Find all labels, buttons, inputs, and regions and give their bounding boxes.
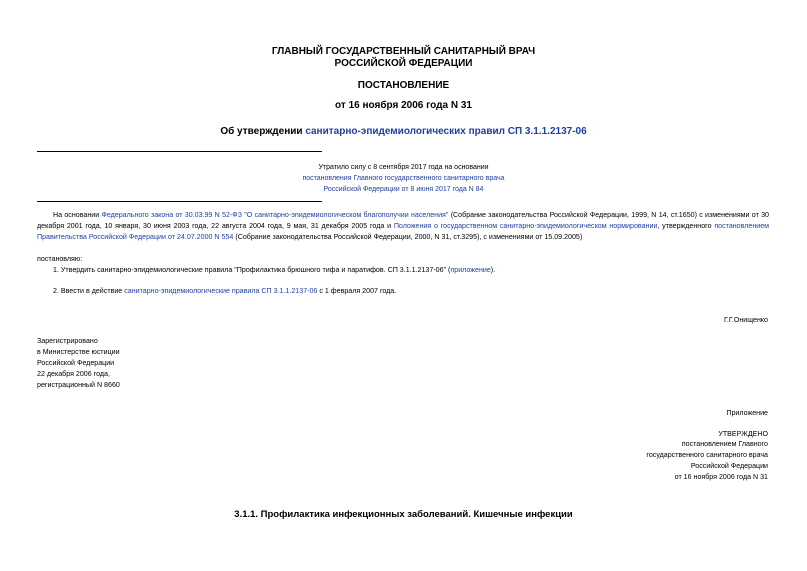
repeal-decree-link-line-2[interactable]: Российской Федерации от 8 июня 2017 года N 84 [323,186,484,193]
federal-law-link[interactable]: Федерального закона от 30.03.99 N 52-ФЗ "О санитарно-эпидемиологическом благополучии населения" [101,211,449,219]
item2-end: с 1 февраля 2007 года. [317,287,397,295]
rules-link[interactable]: санитарно-эпидемиологические правила СП 3.1.1.2137-06 [124,287,318,295]
decree-word: постановляю: [37,255,83,263]
government-decree-link[interactable]: постановлением Правительства Российской Федерации от 24.07.2000 N 554 [37,222,770,241]
issuer-line-2: РОССИЙСКОЙ ФЕДЕРАЦИИ [334,58,473,69]
repeal-decree-link-line-1[interactable]: постановления Главного государственного санитарного врача [302,175,505,182]
issuer-line-1: ГЛАВНЫЙ ГОСУДАРСТВЕННЫЙ САНИТАРНЫЙ ВРАЧ [271,46,536,57]
appendix-label: Приложение [726,409,768,417]
document-type: ПОСТАНОВЛЕНИЕ [357,80,450,91]
status-note [240,162,567,195]
item2-text: 2. Ввести в действие [53,287,125,295]
section-title: 3.1.1. Профилактика инфекционных заболеваний. Кишечные инфекции [234,509,573,520]
preamble-text-2: (Собрание законодательства Российской Федерации, 1999, N 14, ст.1650) с изменениями от 30 декабря 2001 года, 10 января, 30 июня 2003 года, 22 августа 2004 года, 9 мая, 31 декабря 2005 года и [37,211,770,230]
document-title [0,126,807,137]
regulation-link[interactable]: Положения о государственном санитарно-эпидемиологическом нормировании [393,222,658,230]
registration-block [37,336,120,391]
registration-line: регистрационный N 8660 [37,381,120,389]
document-date: от 16 ноября 2006 года N 31 [335,100,472,111]
divider-bottom [37,201,322,202]
approval-line: Российской Федерации [690,462,768,470]
registration-line: 22 декабря 2006 года, [37,370,110,378]
registration-line: Российской Федерации [37,359,115,367]
preamble-text-4: (Собрание законодательства Российской Федерации, 2000, N 31, ст.3295), с изменениями от 15.09.2005) [233,233,583,241]
decree-item-1 [53,265,773,276]
item1-text: 1. Утвердить санитарно-эпидемиологические правила "Профилактика брюшного тифа и паратифов. СП 3.1.1.2137-06" ( [53,266,451,274]
approved-label: УТВЕРЖДЕНО [718,430,768,438]
divider-top [37,151,322,152]
registration-line: Зарегистрировано [37,337,98,345]
preamble-text-3: , утвержденного [657,222,715,230]
status-note-line-1: Утратило силу с 8 сентября 2017 года на основании [318,164,489,171]
approval-line: постановлением Главного [681,440,768,448]
preamble-text-1: На основании [53,211,102,219]
approval-block [560,439,768,483]
approval-line: от 16 ноября 2006 года N 31 [674,473,768,481]
item1-end: ). [490,266,496,274]
signature: Г.Г.Онищенко [723,316,768,324]
preamble [37,210,769,243]
title-prefix: Об утверждении [220,126,306,137]
title-rules-link[interactable]: санитарно-эпидемиологических правил СП 3.1.1.2137-06 [305,126,587,137]
registration-line: в Министерстве юстиции [37,348,120,356]
appendix-link[interactable]: приложение [450,266,491,274]
decree-item-2 [53,286,773,297]
approval-line: государственного санитарного врача [646,451,768,459]
